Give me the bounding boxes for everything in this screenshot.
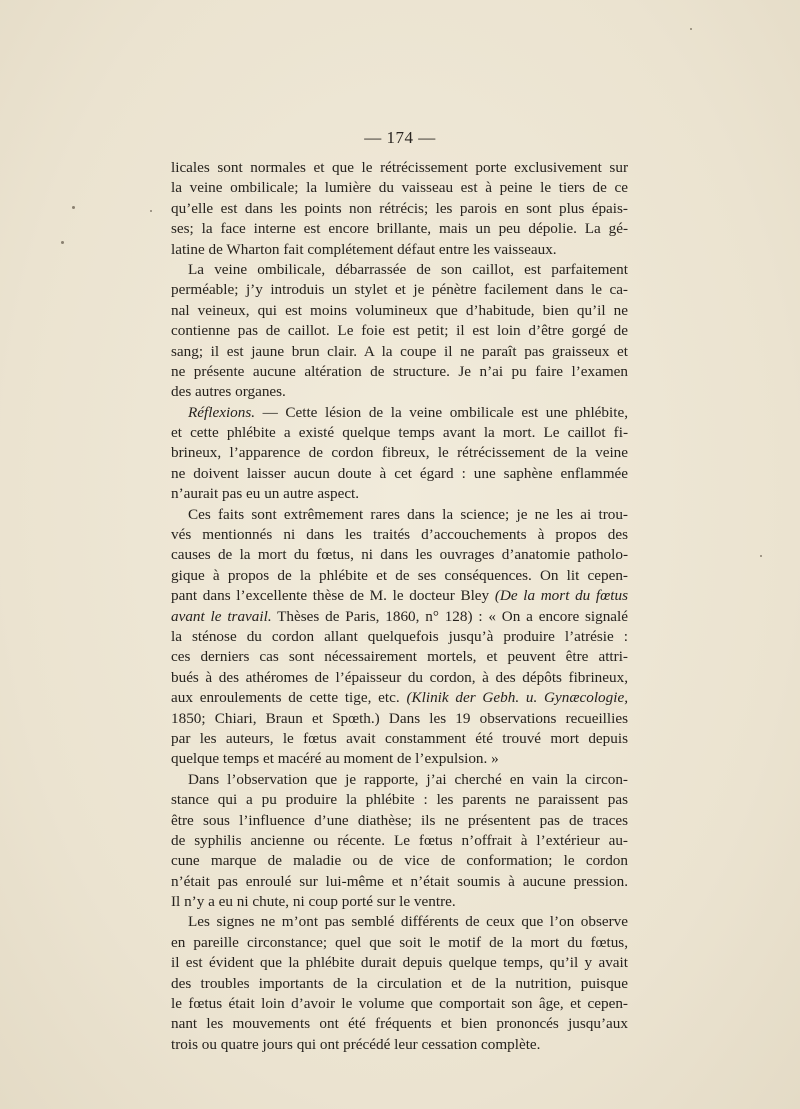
body-text bbox=[171, 158, 628, 1055]
line-text: cune marque de maladie ou de vice de conformation; le cordon bbox=[171, 852, 628, 870]
line-text: le fœtus était loin d’avoir le volume que comportait son âge, et cepen- bbox=[171, 995, 628, 1013]
text-line bbox=[171, 1035, 628, 1055]
line-text: La veine ombilicale, débarrassée de son caillot, est parfaitement bbox=[188, 260, 628, 278]
italic-phrase: (Klinik der Gebh. u. Gynæcologie, bbox=[406, 689, 628, 707]
line-text: de syphilis ancienne ou récente. Le fœtus n’offrait à l’extérieur au- bbox=[171, 831, 628, 849]
text-line bbox=[171, 912, 628, 932]
text-line bbox=[171, 811, 628, 831]
line-text: Thèses de Paris, 1860, n° 128) : « On a encore signalé bbox=[271, 607, 629, 625]
line-text: la veine ombilicale; la lumière du vaisseau est à peine le tiers de ce bbox=[171, 179, 628, 197]
text-line bbox=[171, 790, 628, 810]
line-text: qu’elle est dans les points non rétrécis; les parois en sont plus épais- bbox=[171, 199, 628, 217]
text-line bbox=[171, 892, 628, 912]
text-line bbox=[171, 688, 628, 708]
line-text: — Cette lésion de la veine ombilicale est une phlébite, bbox=[255, 403, 628, 421]
text-line bbox=[171, 994, 628, 1014]
text-line bbox=[171, 443, 628, 463]
text-line bbox=[171, 280, 628, 300]
line-text: trois ou quatre jours qui ont précédé leur cessation complète. bbox=[171, 1035, 541, 1053]
text-line bbox=[171, 464, 628, 484]
line-text: n’était pas enroulé sur lui-même et n’était soumis à aucune pression. bbox=[171, 872, 628, 890]
italic-phrase: Réflexions. bbox=[188, 403, 256, 421]
text-line bbox=[171, 423, 628, 443]
text-line bbox=[171, 647, 628, 667]
text-line bbox=[171, 709, 628, 729]
text-line bbox=[171, 729, 628, 749]
line-text: nal veineux, qui est moins volumineux que d’habitude, bien qu’il ne bbox=[171, 301, 628, 319]
line-text: n’aurait pas eu un autre aspect. bbox=[171, 485, 360, 503]
line-text: ces derniers cas sont nécessairement mortels, et peuvent être attri- bbox=[171, 648, 628, 666]
text-line bbox=[171, 668, 628, 688]
line-text: ne doivent laisser aucun doute à cet égard : une saphène enflammée bbox=[171, 464, 628, 482]
text-line bbox=[171, 484, 628, 504]
text-line bbox=[171, 933, 628, 953]
paper-speck bbox=[760, 555, 762, 557]
line-text: quelque temps et macéré au moment de l’expulsion. » bbox=[171, 750, 499, 768]
text-line bbox=[171, 586, 628, 606]
line-text: gique à propos de la phlébite et de ses conséquences. On lit cepen- bbox=[171, 566, 628, 584]
text-line bbox=[171, 749, 628, 769]
text-line bbox=[171, 831, 628, 851]
paper-speck bbox=[61, 241, 64, 244]
text-line bbox=[171, 1014, 628, 1034]
line-text: sang; il est jaune brun clair. A la coupe il ne paraît pas graisseux et bbox=[171, 342, 628, 360]
line-text: par les auteurs, le fœtus avait constamment été trouvé mort depuis bbox=[171, 729, 628, 747]
line-text: contienne pas de caillot. Le foie est petit; il est loin d’être gorgé de bbox=[171, 322, 628, 340]
line-text: et cette phlébite a existé quelque temps avant la mort. Le caillot fi- bbox=[171, 424, 628, 442]
text-line bbox=[171, 607, 628, 627]
text-line bbox=[171, 525, 628, 545]
text-line bbox=[171, 627, 628, 647]
line-text: perméable; j’y introduis un stylet et je pénètre facilement dans le ca- bbox=[171, 281, 628, 299]
text-line bbox=[171, 199, 628, 219]
line-text: aux enroulements de cette tige, etc. bbox=[171, 689, 407, 707]
text-line bbox=[171, 342, 628, 362]
line-text: brineux, l’apparence de cordon fibreux, le rétrécissement de la veine bbox=[171, 444, 628, 462]
line-text: licales sont normales et que le rétrécissement porte exclusivement sur bbox=[171, 159, 628, 176]
paper-speck bbox=[72, 206, 75, 209]
line-text: Dans l’observation que je rapporte, j’ai cherché en vain la circon- bbox=[188, 770, 628, 788]
line-text: des troubles importants de la circulation et de la nutrition, puisque bbox=[171, 974, 628, 992]
line-text: latine de Wharton fait complétement défaut entre les vaisseaux. bbox=[171, 240, 557, 258]
line-text: ses; la face interne est encore brillante, mais un peu dépolie. La gé- bbox=[171, 220, 628, 238]
paper-speck bbox=[690, 28, 692, 30]
text-line bbox=[171, 851, 628, 871]
line-text: causes de la mort du fœtus, ni dans les ouvrages d’anatomie patholo- bbox=[171, 546, 628, 564]
text-line bbox=[171, 566, 628, 586]
line-text: nant les mouvements ont été fréquents et bien prononcés jusqu’aux bbox=[171, 1015, 628, 1033]
text-line bbox=[171, 382, 628, 402]
line-text: Il n’y a eu ni chute, ni coup porté sur le ventre. bbox=[171, 893, 456, 911]
line-text: stance qui a pu produire la phlébite : les parents ne paraissent pas bbox=[171, 791, 628, 809]
text-line bbox=[171, 974, 628, 994]
text-line bbox=[171, 953, 628, 973]
line-text: Les signes ne m’ont pas semblé différents de ceux que l’on observe bbox=[188, 913, 628, 931]
text-line bbox=[171, 219, 628, 239]
text-line bbox=[171, 362, 628, 382]
text-line bbox=[171, 872, 628, 892]
text-line bbox=[171, 260, 628, 280]
text-line bbox=[171, 770, 628, 790]
page-number: — 174 — bbox=[364, 128, 436, 147]
line-text: la sténose du cordon allant quelquefois jusqu’à produire l’atrésie : bbox=[171, 627, 628, 645]
text-line bbox=[171, 178, 628, 198]
line-text: ne présente aucune altération de structure. Je n’ai pu faire l’examen bbox=[171, 362, 628, 380]
text-line bbox=[171, 403, 628, 423]
line-text: 1850; Chiari, Braun et Spœth.) Dans les 19 observations recueillies bbox=[171, 709, 628, 727]
text-line bbox=[171, 505, 628, 525]
italic-phrase: avant le travail. bbox=[171, 607, 272, 625]
line-text: des autres organes. bbox=[171, 383, 286, 401]
text-line bbox=[171, 158, 628, 178]
line-text: vés mentionnés ni dans les traités d’accouchements à propos des bbox=[171, 526, 628, 544]
text-line bbox=[171, 301, 628, 321]
line-text: il est évident que la phlébite durait depuis quelque temps, qu’il y avait bbox=[171, 954, 628, 972]
text-line bbox=[171, 321, 628, 341]
line-text: Ces faits sont extrêmement rares dans la science; je ne les ai trou- bbox=[188, 505, 628, 523]
italic-phrase: (De la mort du fœtus bbox=[494, 587, 628, 605]
line-text: bués à des athéromes de l’épaisseur du cordon, à des dépôts fibrineux, bbox=[171, 668, 628, 686]
text-line bbox=[171, 240, 628, 260]
line-text: être sous l’influence d’une diathèse; ils ne présentent pas de traces bbox=[171, 811, 628, 829]
text-line bbox=[171, 545, 628, 565]
paper-speck bbox=[150, 210, 152, 212]
line-text: en pareille circonstance; quel que soit le motif de la mort du fœtus, bbox=[171, 933, 628, 951]
line-text: pant dans l’excellente thèse de M. le docteur Bley bbox=[171, 587, 495, 605]
